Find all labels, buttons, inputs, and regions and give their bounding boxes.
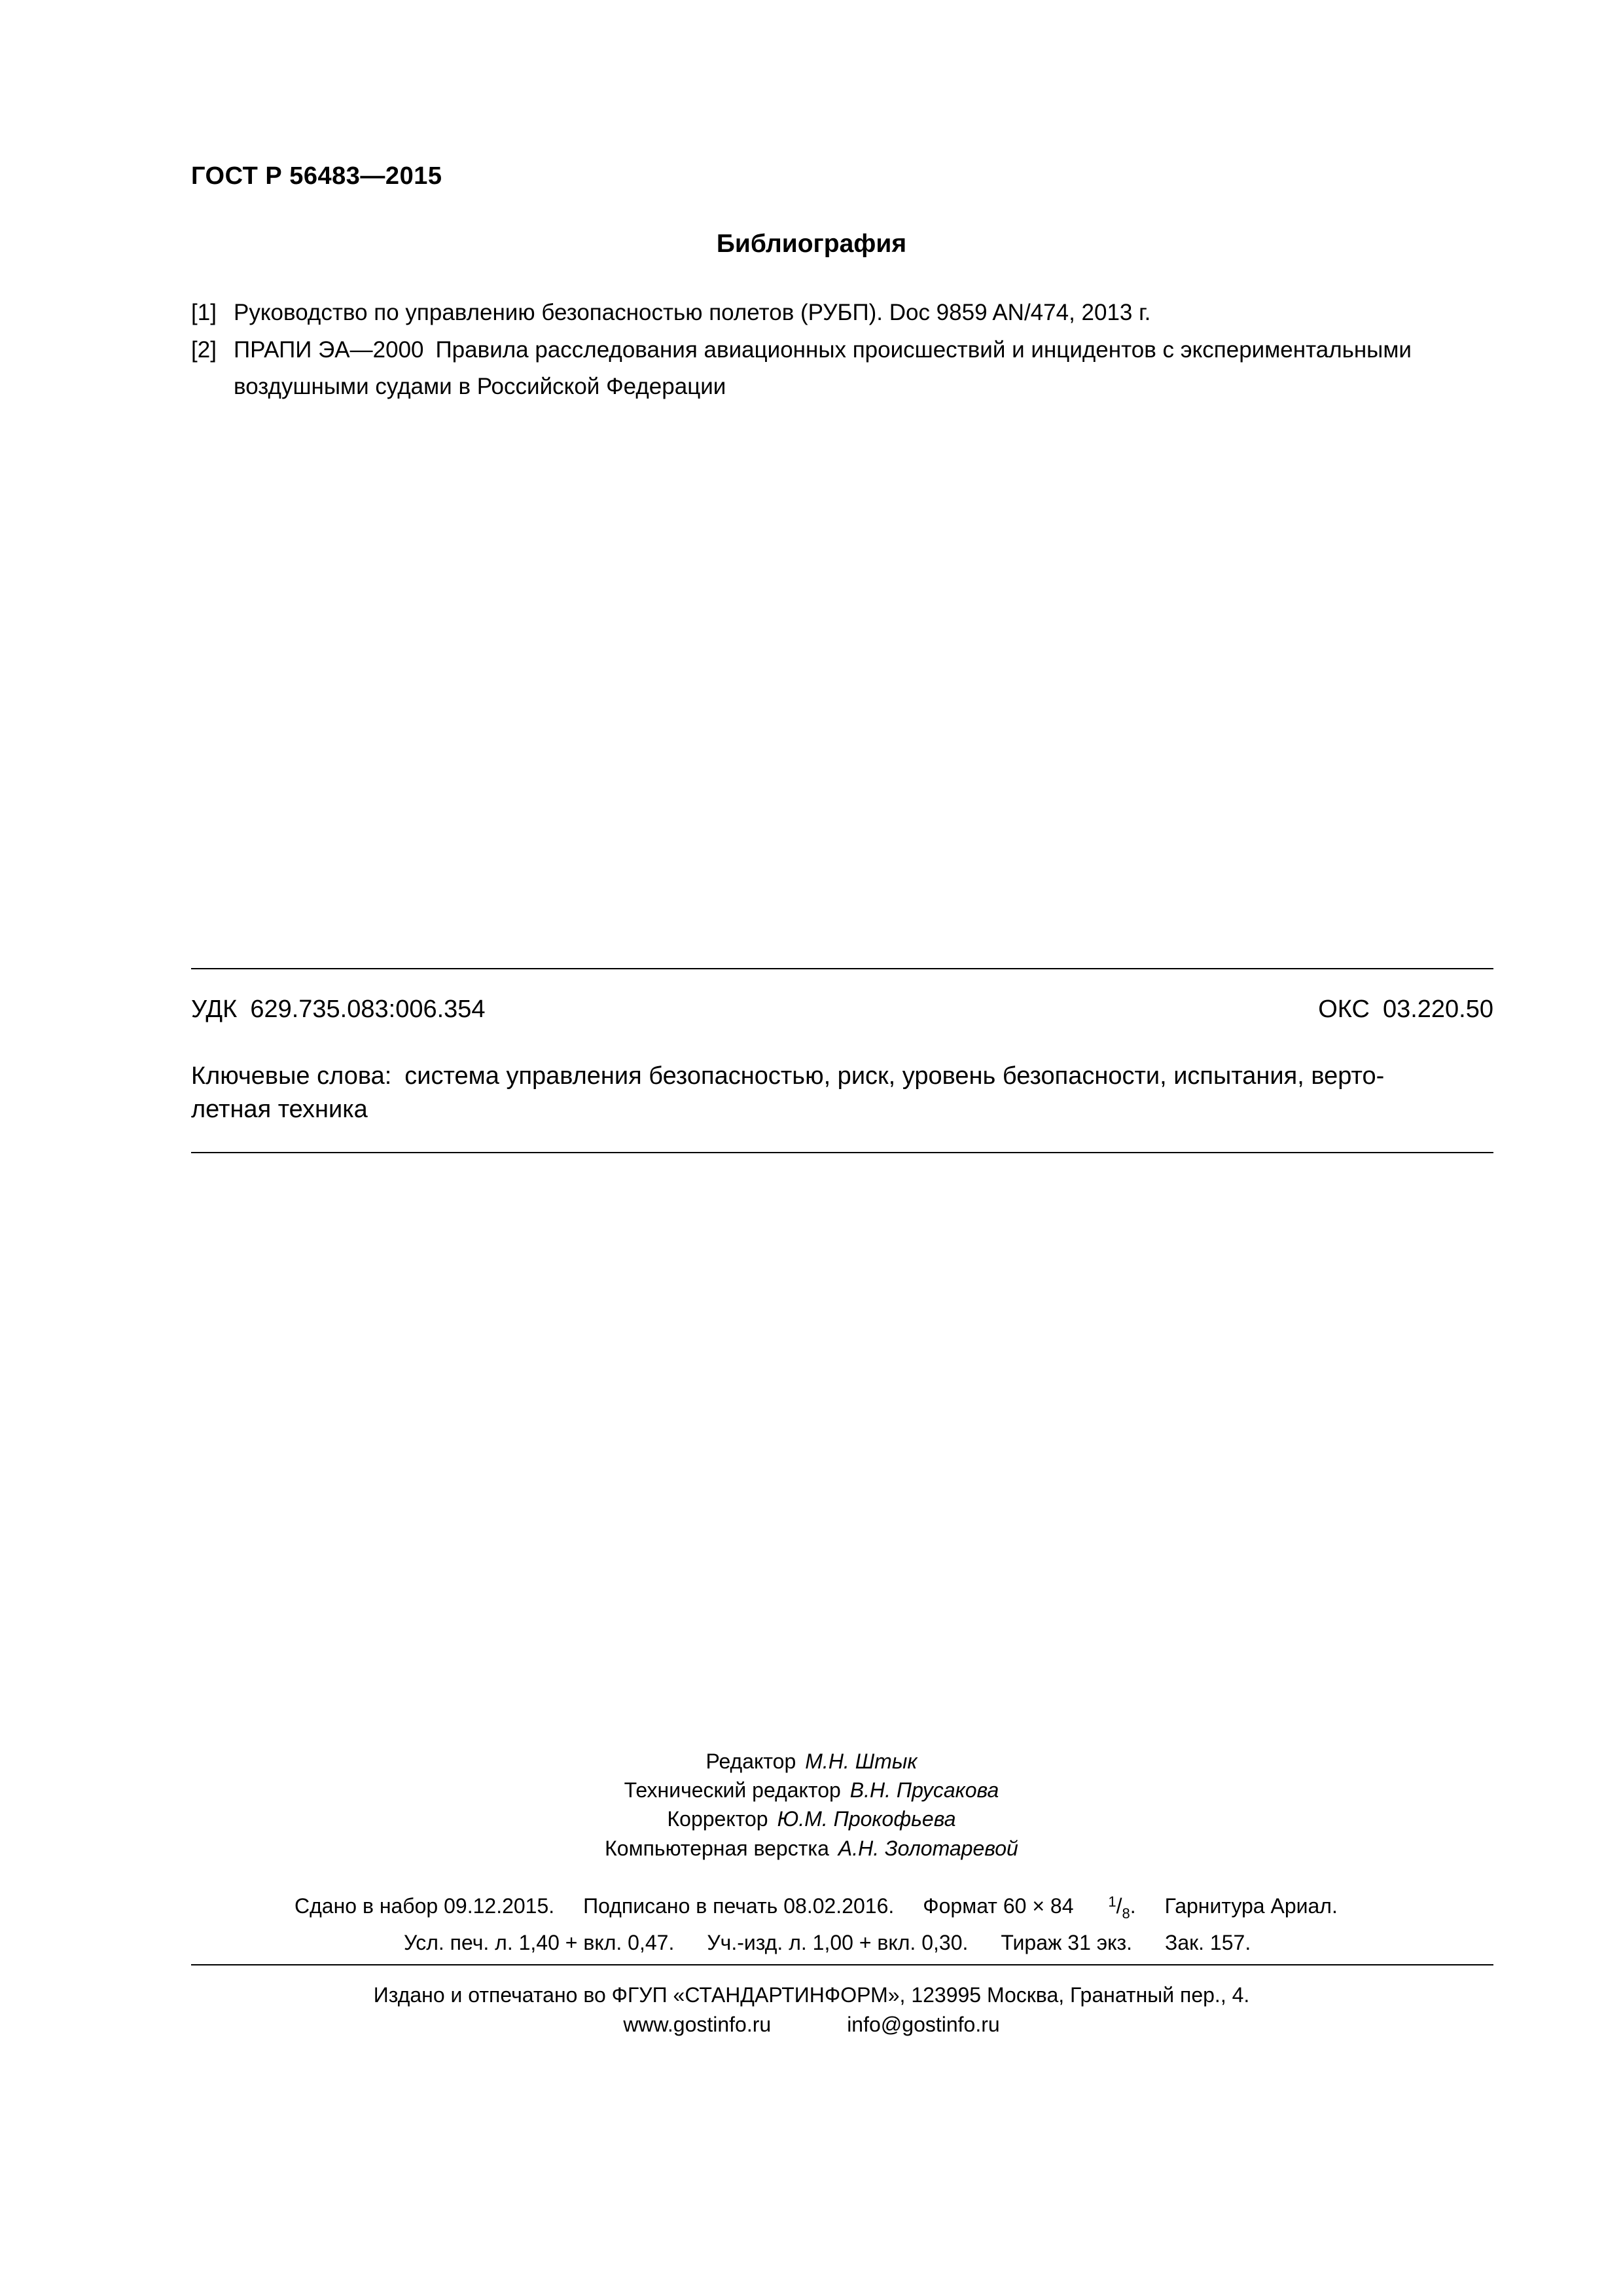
oks-classification [1318,996,1493,1024]
udk-label: УДК [191,996,238,1023]
divider [191,1152,1493,1153]
document-code: ГОСТ Р 56483—2015 [191,162,442,190]
imprint-order: Зак. 157. [1165,1931,1251,1954]
credit-label: Редактор [705,1749,796,1773]
bibliography-item-code: ПРАПИ ЭА—2000 [234,337,424,363]
publisher-website: www.gostinfo.ru [623,2013,772,2036]
publisher-email: info@gostinfo.ru [847,2013,1000,2036]
imprint-typeface: Гарнитура Ариал. [1164,1894,1338,1918]
imprint-format-numerator: 1 [1108,1893,1116,1910]
credit-editor [0,1749,1623,1774]
bibliography-item-text: Правила расследования авиационных происшествий и инцидентов с экспериментальными [435,337,1412,363]
keywords-label: Ключевые слова: [191,1062,392,1090]
credit-name: А.Н. Золотаревой [838,1837,1018,1860]
keywords-text: система управления безопасностью, риск, уровень безопасности, испытания, верто- [404,1062,1385,1090]
credit-layout [0,1837,1623,1861]
credit-label: Технический редактор [624,1778,841,1802]
credit-name: В.Н. Прусакова [849,1778,999,1802]
divider [191,968,1493,969]
bibliography-item-continuation: воздушными судами в Российской Федерации [234,374,726,399]
publisher-contacts [0,2013,1623,2037]
imprint-submitted: Сдано в набор 09.12.2015. [294,1894,555,1918]
bibliography-item-number: [2] [191,337,217,363]
imprint-format-denominator: 8 [1122,1905,1130,1922]
bibliography-item [191,295,1150,331]
imprint-line-2 [404,1931,1283,1955]
credit-name: М.Н. Штык [805,1749,918,1773]
credit-label: Корректор [667,1807,768,1831]
imprint-signed: Подписано в печать 08.02.2016. [583,1894,895,1918]
imprint-print-sheets: Усл. печ. л. 1,40 + вкл. 0,47. [404,1931,675,1954]
imprint-format: Формат 60 × 84 $^1/_8$. [923,1893,1136,1922]
credit-label: Компьютерная верстка [605,1837,829,1860]
bibliography-item-number: [1] [191,300,217,325]
bibliography-item-text: Руководство по управлению безопасностью полетов (РУБП). Doc 9859 AN/474, 2013 г. [234,300,1151,325]
oks-label: ОКС [1318,996,1370,1023]
imprint-line-1 [294,1893,1366,1922]
bibliography-item [191,332,1412,368]
keywords [191,1062,1384,1090]
imprint-pub-sheets: Уч.-изд. л. 1,00 + вкл. 0,30. [707,1931,969,1954]
imprint-circulation: Тираж 31 экз. [1001,1931,1133,1954]
credit-name: Ю.М. Прокофьева [777,1807,956,1831]
credit-technical-editor [0,1778,1623,1803]
publisher-line: Издано и отпечатано во ФГУП «СТАНДАРТИНФОРМ», 123995 Москва, Гранатный пер., 4. [373,1983,1250,2007]
bibliography-title: Библиография [716,230,907,258]
credit-proofreader [0,1807,1623,1831]
imprint-format-label: Формат 60 × 84 [923,1894,1074,1918]
udk-value: 629.735.083:006.354 [250,996,486,1023]
divider [191,1964,1493,1965]
oks-value: 03.220.50 [1382,996,1493,1023]
keywords-continuation: летная техника [191,1096,368,1123]
udk-classification [191,996,486,1024]
